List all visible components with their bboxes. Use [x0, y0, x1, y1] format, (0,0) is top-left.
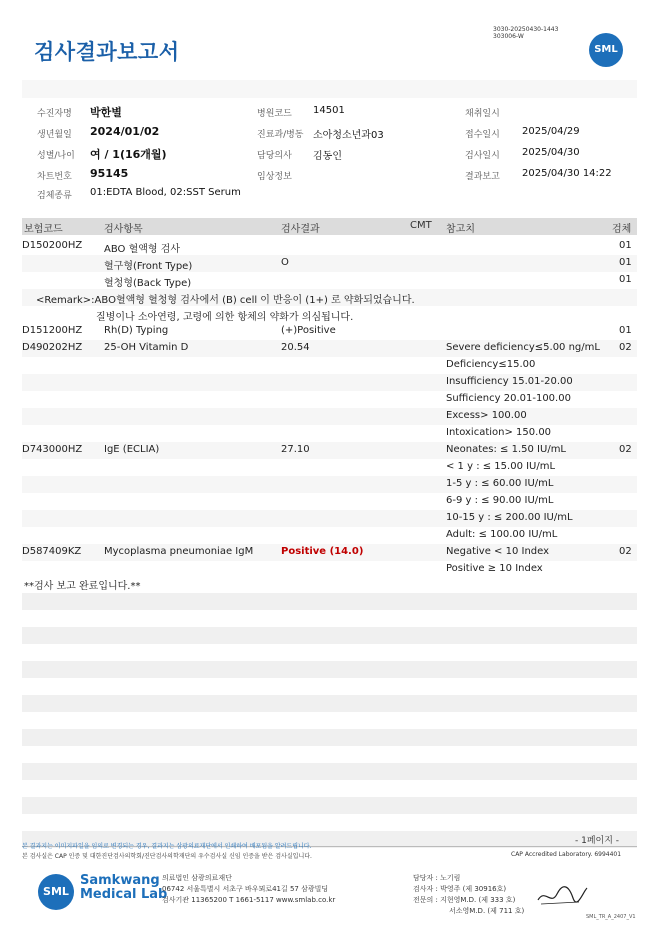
birth-label: 생년월일	[37, 130, 72, 140]
chart-value: 95145	[90, 167, 129, 180]
cell-spec: 01	[619, 240, 632, 251]
col-code-header: 보험코드	[24, 224, 63, 235]
dept-value: 소아청소년과03	[313, 130, 384, 141]
signature-image	[535, 882, 590, 908]
cell-code: D587409KZ	[22, 546, 82, 557]
staff-info	[413, 873, 524, 917]
brand-name	[80, 874, 167, 902]
empty-row	[22, 797, 637, 814]
patient-value: 박한별	[90, 106, 122, 119]
examiner-label: 검사자 :	[413, 885, 438, 893]
cell-code: D151200HZ	[22, 325, 83, 336]
col-cmt-header: CMT	[410, 220, 432, 231]
cell-result: Positive (14.0)	[281, 546, 364, 557]
cell-ref: Severe deficiency≤5.00 ng/mL	[446, 342, 600, 353]
cell-ref: Intoxication> 150.00	[446, 427, 552, 438]
org-address: 06742 서울특별시 서초구 바우뫼로41길 57 삼광빌딩	[162, 885, 329, 893]
cell-result: O	[281, 257, 289, 268]
hospital-code-value: 14501	[313, 105, 345, 116]
remark-line2: 질병이나 소아연령, 고령에 의한 항체의 약화가 의심됩니다.	[96, 312, 354, 323]
col-spec-header: 검체	[612, 224, 632, 235]
footer-note2: 본 검사실은 CAP 인증 및 대한진단검사의학회/진단검사의학재단의 우수검사실 신임 인증을 받은 검사실입니다.	[22, 853, 312, 860]
cell-ref: 1-5 y : ≤ 60.00 IU/mL	[446, 478, 554, 489]
cell-ref: Deficiency≤15.00	[446, 359, 536, 370]
cell-spec: 02	[619, 342, 632, 353]
org-info	[162, 873, 335, 906]
cell-ref: < 1 y : ≤ 15.00 IU/mL	[446, 461, 556, 472]
cap-accreditation: CAP Accredited Laboratory. 6994401	[511, 851, 622, 858]
empty-row	[22, 627, 637, 644]
sex-age-value: 여 / 1(16개월)	[90, 148, 167, 161]
brand-line2: Medical Lab	[80, 887, 168, 902]
cell-item: Mycoplasma pneumoniae IgM	[104, 546, 254, 557]
cell-result: (+)Positive	[281, 325, 336, 336]
specimen-value: 01:EDTA Blood, 02:SST Serum	[90, 187, 241, 198]
col-ref-header: 참고치	[446, 224, 475, 235]
test-date-value: 2025/04/30	[522, 147, 580, 158]
cell-ref: Negative < 10 Index	[446, 546, 550, 557]
org-name: 의료법인 삼광의료재단	[162, 874, 232, 882]
col-item-header: 검사항목	[104, 224, 143, 235]
document-id-line2: 303006-W	[493, 33, 524, 40]
examiner-name: 박영주 (제 30916호)	[440, 885, 507, 893]
staff-label: 담당자 :	[413, 874, 438, 882]
staff-name: 노기림	[440, 874, 461, 882]
col-result-header: 검사결과	[281, 224, 320, 235]
empty-row	[22, 661, 637, 678]
report-date-value: 2025/04/30 14:22	[522, 168, 612, 179]
empty-row	[22, 695, 637, 712]
collect-date-label: 채취일시	[465, 109, 500, 119]
remark-line1: <Remark>:ABO혈액형 혈청형 검사에서 (B) cell 이 반응이 (1+) 로 약화되었습니다.	[36, 295, 415, 306]
birth-value: 2024/01/02	[90, 125, 160, 138]
end-note: **검사 보고 완료입니다.**	[24, 581, 141, 592]
cell-code: D743000HZ	[22, 444, 83, 455]
empty-row	[22, 729, 637, 746]
test-date-label: 검사일시	[465, 151, 500, 161]
cell-item: 혈구형(Front Type)	[104, 261, 193, 272]
cell-item: Rh(D) Typing	[104, 325, 169, 336]
specialist1-name: 지현영M.D. (제 333 호)	[440, 896, 516, 904]
cell-item: IgE (ECLIA)	[104, 444, 160, 455]
doctor-value: 김동인	[313, 151, 342, 162]
sex-age-label: 성별/나이	[37, 151, 75, 161]
footer-note1: 본 결과지는 이미지파일을 임의로 변경되는 경우, 결과지는 삼광의료재단에서 인쇄하여 배포됨을 알려드립니다.	[22, 843, 312, 850]
specialist-label: 전문의 :	[413, 896, 438, 904]
info-band	[22, 80, 637, 98]
cell-spec: 01	[619, 325, 632, 336]
specialist2-name: 서소영M.D. (제 711 호)	[449, 907, 525, 915]
patient-label: 수진자명	[37, 109, 72, 119]
cell-ref: Excess> 100.00	[446, 410, 527, 421]
cell-ref: Insufficiency 15.01-20.00	[446, 376, 573, 387]
cell-ref: 6-9 y : ≤ 90.00 IU/mL	[446, 495, 554, 506]
brand-line1: Samkwang	[80, 873, 160, 888]
cell-spec: 02	[619, 546, 632, 557]
cell-ref: Positive ≥ 10 Index	[446, 563, 543, 574]
sml-logo: SML	[589, 33, 623, 67]
cell-spec: 02	[619, 444, 632, 455]
empty-row	[22, 593, 637, 610]
report-date-label: 결과보고	[465, 172, 500, 182]
document-id-line1: 3030-20250430-1443	[493, 26, 559, 33]
page-title: 검사결과보고서	[34, 40, 180, 64]
dept-label: 진료과/병동	[257, 130, 304, 140]
cell-item: 25-OH Vitamin D	[104, 342, 189, 353]
document-id	[493, 26, 558, 40]
cell-ref: Neonates: ≤ 1.50 IU/mL	[446, 444, 566, 455]
cell-ref: 10-15 y : ≤ 200.00 IU/mL	[446, 512, 573, 523]
cell-spec: 01	[619, 257, 632, 268]
cell-result: 27.10	[281, 444, 310, 455]
receipt-date-label: 접수일시	[465, 130, 500, 140]
hospital-code-label: 병원코드	[257, 109, 292, 119]
chart-label: 차트번호	[37, 172, 72, 182]
clinical-label: 임상정보	[257, 172, 292, 182]
cell-item: ABO 혈액형 검사	[104, 244, 181, 255]
empty-row	[22, 763, 637, 780]
cell-result: 20.54	[281, 342, 310, 353]
cell-spec: 01	[619, 274, 632, 285]
form-code: SML_TR_A_2407_V1	[586, 914, 636, 920]
specimen-label: 검체종류	[37, 191, 72, 201]
row-band	[22, 408, 637, 425]
page-number: - 1페이지 -	[575, 836, 620, 846]
cell-code: D490202HZ	[22, 342, 83, 353]
doctor-label: 담당의사	[257, 151, 292, 161]
cell-item: 혈청형(Back Type)	[104, 278, 192, 289]
org-contact: 검사기관 11365200 T 1661-5117 www.smlab.co.kr	[162, 896, 336, 904]
cell-ref: Adult: ≤ 100.00 IU/mL	[446, 529, 558, 540]
sml-footer-logo: SML	[38, 874, 74, 910]
receipt-date-value: 2025/04/29	[522, 126, 580, 137]
cell-code: D150200HZ	[22, 240, 83, 251]
cell-ref: Sufficiency 20.01-100.00	[446, 393, 571, 404]
